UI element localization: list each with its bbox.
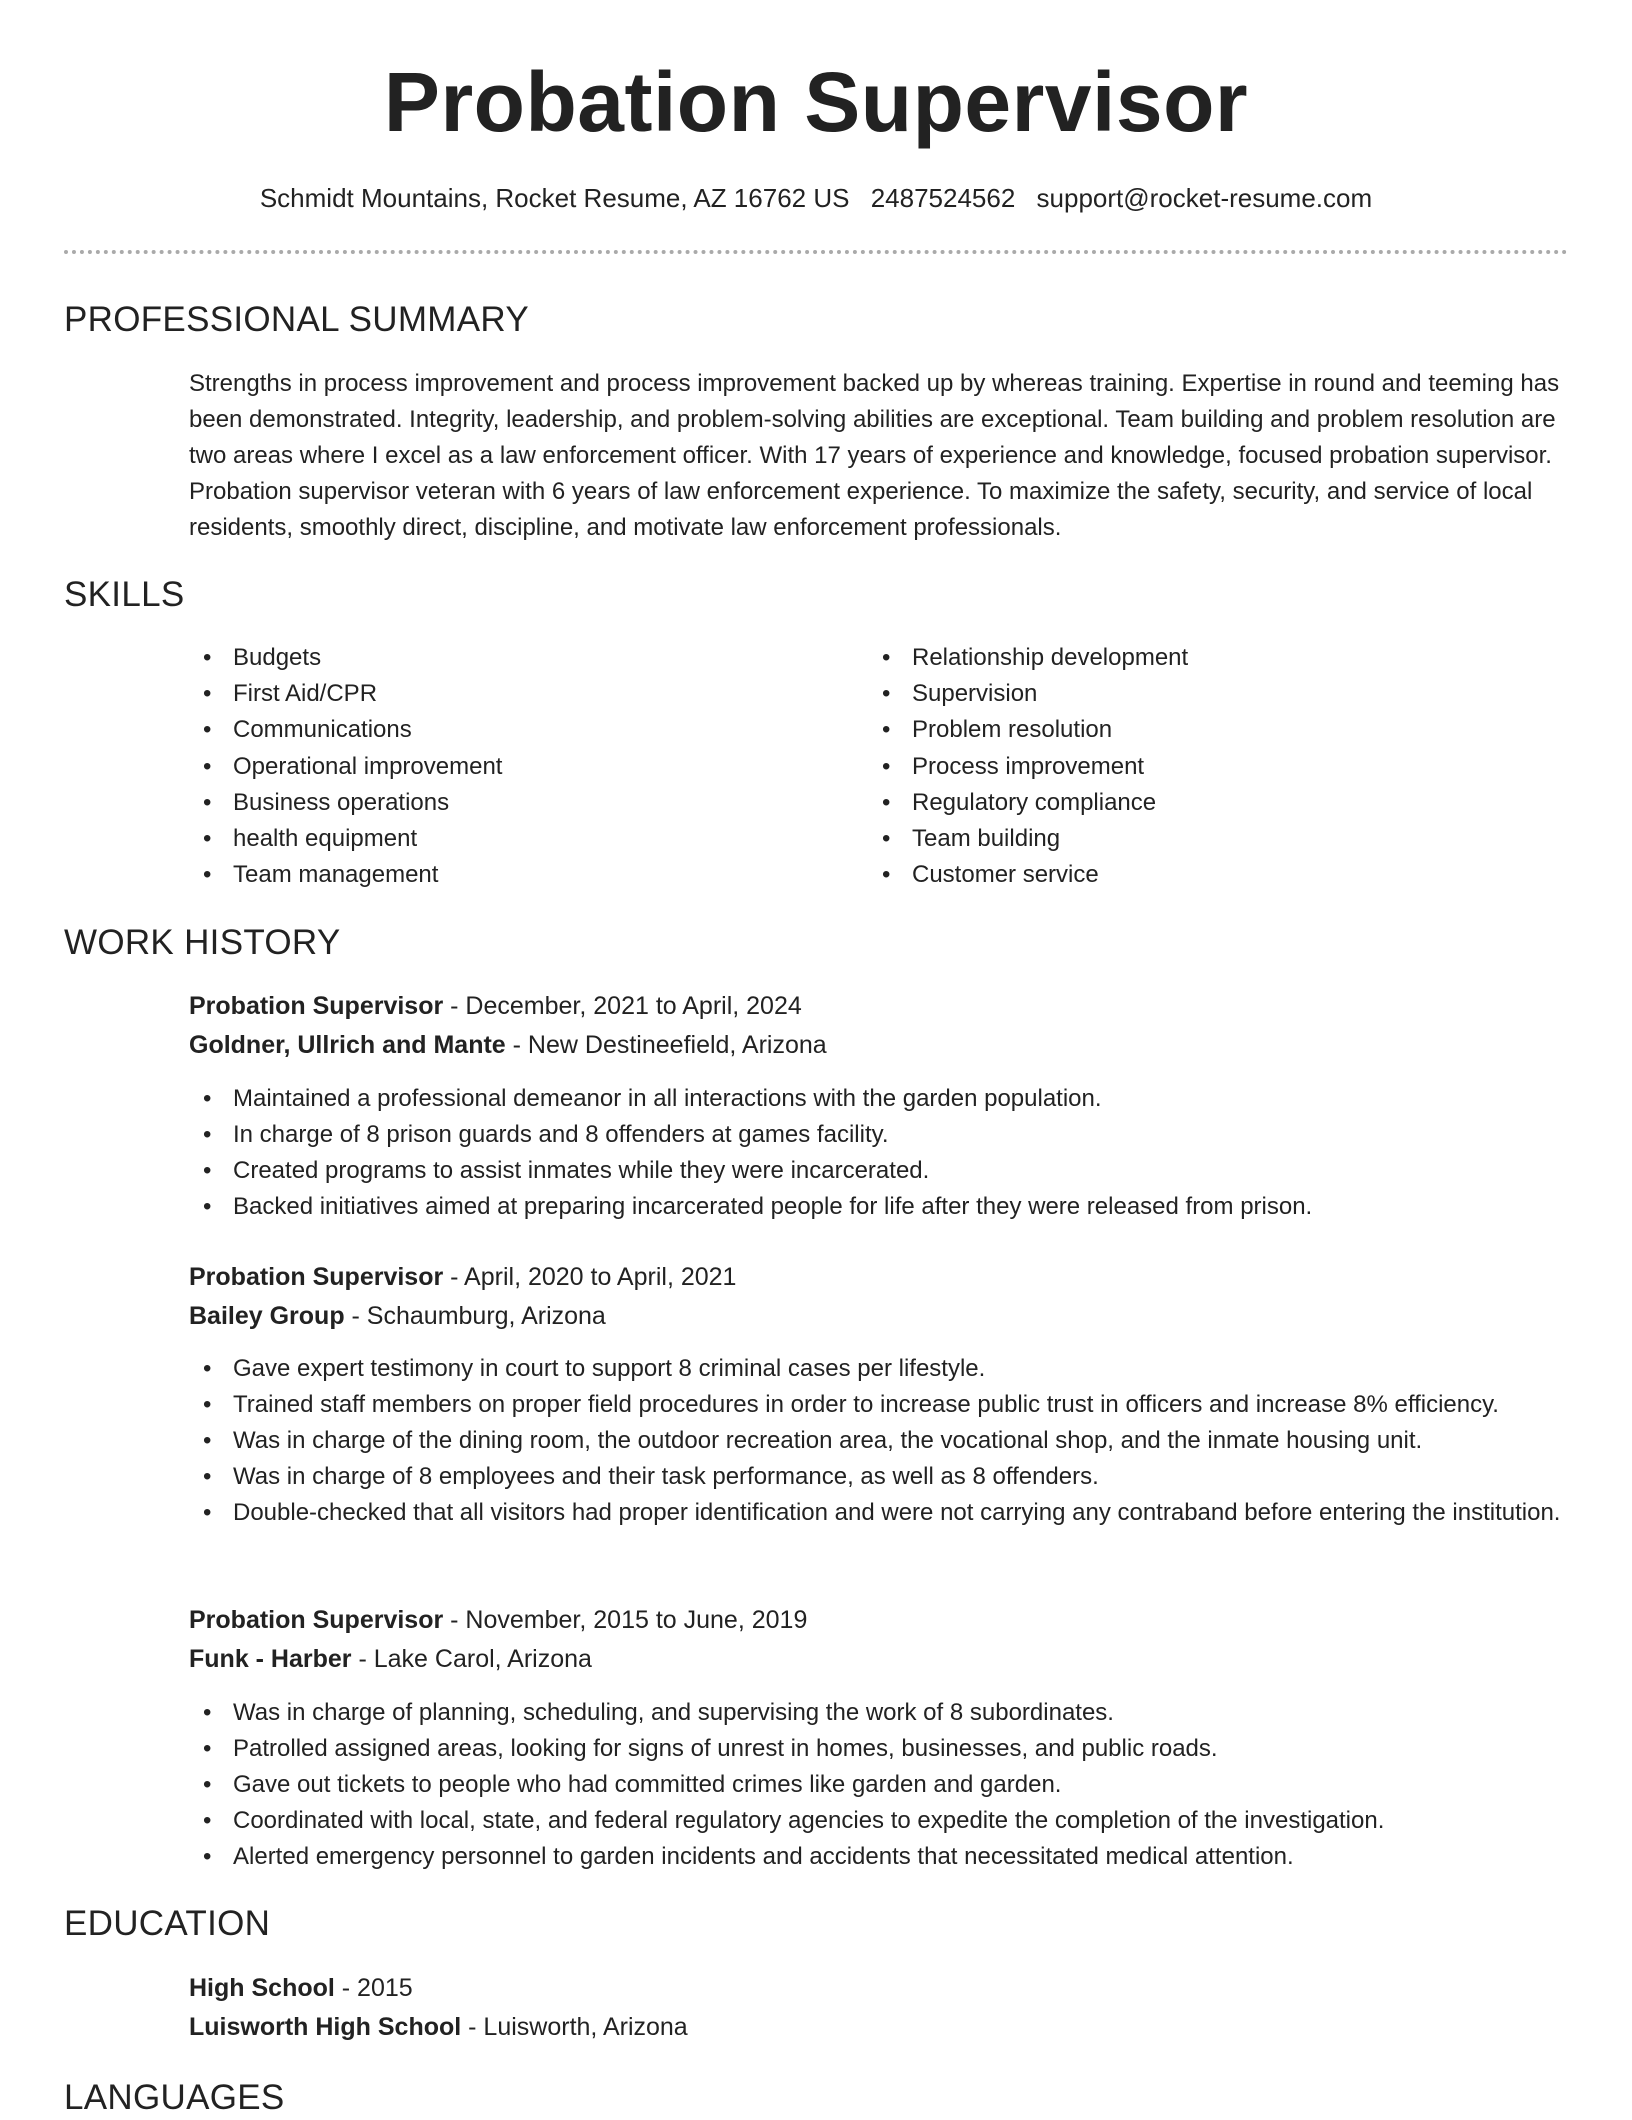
job-company-line bbox=[189, 1641, 592, 1677]
job-company: Funk - Harber bbox=[189, 1645, 352, 1673]
skill-item: • Problem resolution bbox=[868, 712, 1528, 748]
education-degree: High School bbox=[189, 1974, 335, 2002]
skill-item: • health equipment bbox=[189, 821, 849, 857]
skills-list-left bbox=[189, 640, 849, 893]
skill-item: • Team management bbox=[189, 857, 849, 893]
job-company-line bbox=[189, 1298, 606, 1334]
job-duty: • Double-checked that all visitors had proper identification and were not carrying any contraband before entering the institution. bbox=[189, 1495, 1569, 1531]
job-duty: • Created programs to assist inmates while they were incarcerated. bbox=[189, 1153, 1569, 1189]
job-role: Probation Supervisor bbox=[189, 1263, 444, 1291]
work-history-heading: WORK HISTORY bbox=[64, 923, 341, 962]
skill-item: • Operational improvement bbox=[189, 749, 849, 785]
skill-item: • First Aid/CPR bbox=[189, 676, 849, 712]
job-location: - Schaumburg, Arizona bbox=[344, 1302, 606, 1330]
job-title-line bbox=[189, 1259, 736, 1295]
job-dates: - April, 2020 to April, 2021 bbox=[443, 1263, 737, 1291]
skill-item: • Relationship development bbox=[868, 640, 1528, 676]
job-duty: • Coordinated with local, state, and federal regulatory agencies to expedite the completion of the investigation. bbox=[189, 1803, 1569, 1839]
job-company: Bailey Group bbox=[189, 1302, 345, 1330]
skill-item: • Customer service bbox=[868, 857, 1528, 893]
job-duty: • Trained staff members on proper field procedures in order to increase public trust in officers and increase 8% efficiency. bbox=[189, 1387, 1569, 1423]
summary-heading: PROFESSIONAL SUMMARY bbox=[64, 300, 529, 339]
job-dates: - December, 2021 to April, 2024 bbox=[443, 992, 802, 1020]
skill-item: • Process improvement bbox=[868, 749, 1528, 785]
job-role: Probation Supervisor bbox=[189, 1606, 444, 1634]
education-school-line bbox=[189, 2009, 688, 2045]
job-dates: - November, 2015 to June, 2019 bbox=[443, 1606, 808, 1634]
job-duties-list bbox=[189, 1351, 1569, 1531]
skills-list-right bbox=[868, 640, 1528, 893]
job-location: - New Destineefield, Arizona bbox=[505, 1031, 827, 1059]
job-duty: • Alerted emergency personnel to garden incidents and accidents that necessitated medical attention. bbox=[189, 1839, 1569, 1875]
header-divider bbox=[64, 250, 1568, 254]
job-role: Probation Supervisor bbox=[189, 992, 444, 1020]
job-duty: • Maintained a professional demeanor in all interactions with the garden population. bbox=[189, 1081, 1569, 1117]
job-duty: • Gave expert testimony in court to support 8 criminal cases per lifestyle. bbox=[189, 1351, 1569, 1387]
job-duty: • In charge of 8 prison guards and 8 offenders at games facility. bbox=[189, 1117, 1569, 1153]
job-title-line bbox=[189, 988, 802, 1024]
job-duty: • Gave out tickets to people who had committed crimes like garden and garden. bbox=[189, 1767, 1569, 1803]
contact-line bbox=[0, 180, 1632, 216]
skill-item: • Supervision bbox=[868, 676, 1528, 712]
job-duty: • Was in charge of 8 employees and their task performance, as well as 8 offenders. bbox=[189, 1459, 1569, 1495]
education-degree-line bbox=[189, 1970, 413, 2006]
education-school: Luisworth High School bbox=[189, 2013, 462, 2041]
job-duty: • Was in charge of the dining room, the outdoor recreation area, the vocational shop, and the inmate housing unit. bbox=[189, 1423, 1569, 1459]
job-company: Goldner, Ullrich and Mante bbox=[189, 1031, 506, 1059]
job-location: - Lake Carol, Arizona bbox=[351, 1645, 592, 1673]
education-year: - 2015 bbox=[334, 1974, 413, 2002]
contact-email: support@rocket-resume.com bbox=[1036, 183, 1373, 213]
job-duty: • Was in charge of planning, scheduling, and supervising the work of 8 subordinates. bbox=[189, 1695, 1569, 1731]
summary-text: Strengths in process improvement and process improvement backed up by whereas training. Expertise in round and teeming has been demonstrated. Integrity, leadership, and problem-solving abilities are exceptional. Team building and problem resolution are two areas where I excel as a law enforcement officer. With 17 years of experience and knowledge, focused probation supervisor. Probation supervisor veteran with 6 years of law enforcement experience. To maximize the safety, security, and service of local residents, smoothly direct, discipline, and motivate law enforcement professionals. bbox=[189, 370, 1560, 541]
job-duty: • Patrolled assigned areas, looking for signs of unrest in homes, businesses, and public roads. bbox=[189, 1731, 1569, 1767]
job-duty: • Backed initiatives aimed at preparing incarcerated people for life after they were released from prison. bbox=[189, 1189, 1569, 1225]
contact-phone: 2487524562 bbox=[870, 183, 1016, 213]
job-duties-list bbox=[189, 1695, 1569, 1875]
languages-heading: LANGUAGES bbox=[64, 2078, 285, 2117]
job-title-line bbox=[189, 1602, 807, 1638]
job-duties-list bbox=[189, 1081, 1569, 1225]
education-heading: EDUCATION bbox=[64, 1904, 271, 1943]
skill-item: • Budgets bbox=[189, 640, 849, 676]
job-company-line bbox=[189, 1027, 827, 1063]
candidate-name: Probation Supervisor bbox=[383, 55, 1249, 149]
skill-item: • Business operations bbox=[189, 785, 849, 821]
skill-item: • Team building bbox=[868, 821, 1528, 857]
skills-heading: SKILLS bbox=[64, 575, 185, 614]
education-location: - Luisworth, Arizona bbox=[461, 2013, 688, 2041]
contact-address: Schmidt Mountains, Rocket Resume, AZ 16762 US bbox=[259, 183, 850, 213]
skill-item: • Regulatory compliance bbox=[868, 785, 1528, 821]
skill-item: • Communications bbox=[189, 712, 849, 748]
